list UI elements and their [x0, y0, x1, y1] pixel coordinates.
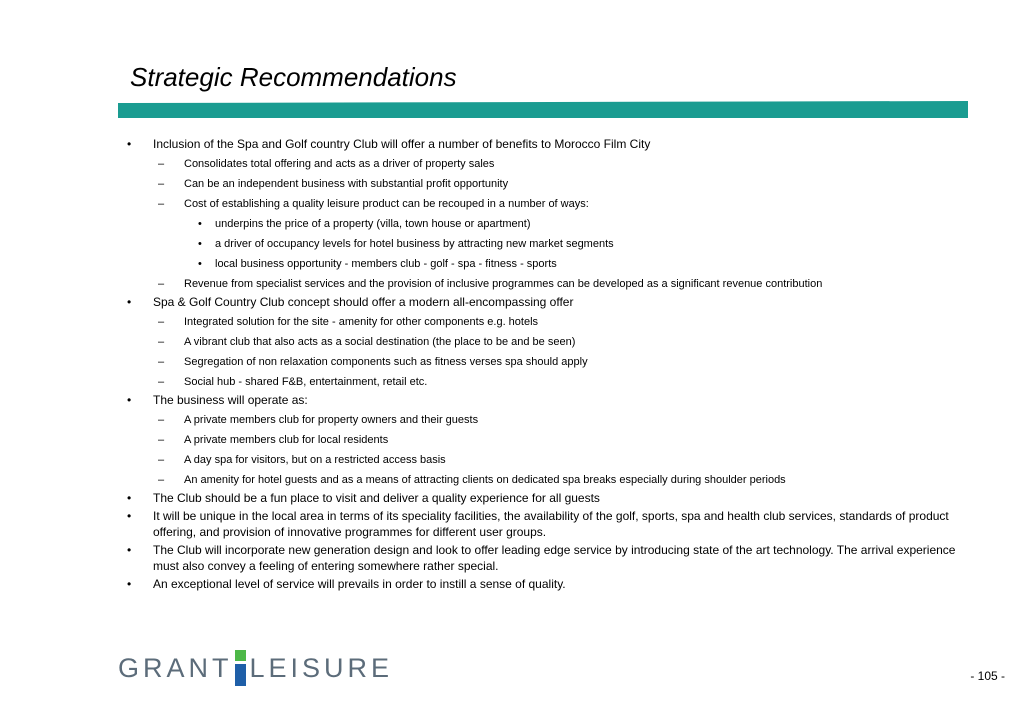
bullet-text: It will be unique in the local area in terms of its speciality facilities, the availability of the golf, sports, spa and health club services, standards of product offering, and provision of innovative programmes for different user groups.: [153, 509, 949, 539]
bullet-text: A day spa for visitors, but on a restricted access basis: [184, 453, 446, 466]
sub-bullet-item: [124, 156, 974, 173]
bullet-text: The business will operate as:: [153, 393, 308, 407]
bullet-text: Spa & Golf Country Club concept should offer a modern all-encompassing offer: [153, 295, 574, 309]
logo-text-grant: GRANT: [118, 652, 233, 683]
bullet-item: [124, 576, 974, 592]
page-number: - 105 -: [970, 669, 1005, 683]
bullet-item: [124, 542, 974, 574]
sub-bullet-item: [124, 452, 974, 469]
page-title: Strategic Recommendations: [130, 62, 457, 92]
bullet-text: Can be an independent business with substantial profit opportunity: [184, 177, 509, 190]
bullet-text: A private members club for property owners and their guests: [184, 413, 479, 426]
sub-bullet-item: [124, 432, 974, 449]
bullet-marker: –: [158, 335, 165, 348]
bullet-marker: •: [127, 393, 132, 407]
bullet-marker: •: [127, 295, 132, 309]
bullet-text: A private members club for local residents: [184, 433, 389, 446]
bullet-marker: •: [127, 543, 132, 557]
bullet-text: Social hub - shared F&B, entertainment, retail etc.: [184, 375, 428, 388]
bullet-marker: –: [158, 197, 165, 210]
bullet-marker: •: [198, 217, 202, 230]
bullet-marker: –: [158, 277, 165, 290]
bullet-text: The Club will incorporate new generation design and look to offer leading edge service by introducing state of the art technology. The arrival experience must also convey a feeling of entering somewhere rather special.: [153, 543, 956, 573]
bullet-marker: –: [158, 413, 165, 426]
bullet-text: The Club should be a fun place to visit and deliver a quality experience for all guests: [153, 491, 600, 505]
sub-bullet-item: [124, 374, 974, 391]
bullet-marker: –: [158, 177, 165, 190]
bullet-item: [124, 490, 974, 506]
logo-text-leisure: LEISURE: [249, 652, 394, 683]
grant-leisure-logo: [118, 650, 393, 686]
bullet-marker: –: [158, 473, 165, 486]
bullet-text: Cost of establishing a quality leisure product can be recouped in a number of ways:: [184, 197, 589, 210]
bullet-item: [124, 294, 974, 310]
bullet-marker: •: [127, 137, 132, 151]
sub-bullet-item: [124, 196, 974, 213]
bullet-text: Inclusion of the Spa and Golf country Club will offer a number of benefits to Morocco Film City: [153, 137, 651, 151]
bullet-marker: •: [198, 257, 202, 270]
sub-sub-bullet-item: [124, 216, 974, 233]
bullet-text: a driver of occupancy levels for hotel business by attracting new market segments: [215, 237, 614, 250]
bullet-marker: –: [158, 355, 165, 368]
bullet-marker: •: [127, 491, 132, 505]
sub-bullet-item: [124, 314, 974, 331]
sub-bullet-item: [124, 176, 974, 193]
bullet-marker: –: [158, 375, 165, 388]
bullet-item: [124, 392, 974, 408]
title-accent-bar: [118, 101, 968, 118]
bullet-text: local business opportunity - members club - golf - spa - fitness - sports: [215, 257, 557, 270]
bullet-marker: •: [127, 577, 132, 591]
bullet-marker: –: [158, 453, 165, 466]
bullet-list: [124, 134, 974, 592]
bullet-marker: •: [127, 509, 132, 523]
bullet-marker: •: [198, 237, 202, 250]
bullet-text: Integrated solution for the site - amenity for other components e.g. hotels: [184, 315, 539, 328]
bullet-marker: –: [158, 433, 165, 446]
bullet-text: An amenity for hotel guests and as a means of attracting clients on dedicated spa breaks especially during shoulder periods: [184, 473, 786, 486]
bullet-marker: –: [158, 157, 165, 170]
sub-bullet-item: [124, 276, 974, 293]
sub-bullet-item: [124, 472, 974, 489]
sub-sub-bullet-item: [124, 236, 974, 253]
sub-bullet-item: [124, 334, 974, 351]
bullet-marker: –: [158, 315, 165, 328]
bullet-text: Revenue from specialist services and the provision of inclusive programmes can be developed as a significant revenue contribution: [184, 277, 823, 290]
bullet-text: An exceptional level of service will prevails in order to instill a sense of quality.: [153, 577, 566, 591]
bullet-text: Consolidates total offering and acts as a driver of property sales: [184, 157, 495, 170]
bullet-item: [124, 136, 974, 152]
sub-bullet-item: [124, 412, 974, 429]
sub-sub-bullet-item: [124, 256, 974, 273]
sub-bullet-item: [124, 354, 974, 371]
bullet-text: A vibrant club that also acts as a social destination (the place to be and be seen): [184, 335, 576, 348]
bullet-text: underpins the price of a property (villa, town house or apartment): [215, 217, 531, 230]
bullet-text: Segregation of non relaxation components such as fitness verses spa should apply: [184, 355, 588, 368]
logo-mark-icon: [235, 650, 246, 686]
bullet-item: [124, 508, 974, 540]
